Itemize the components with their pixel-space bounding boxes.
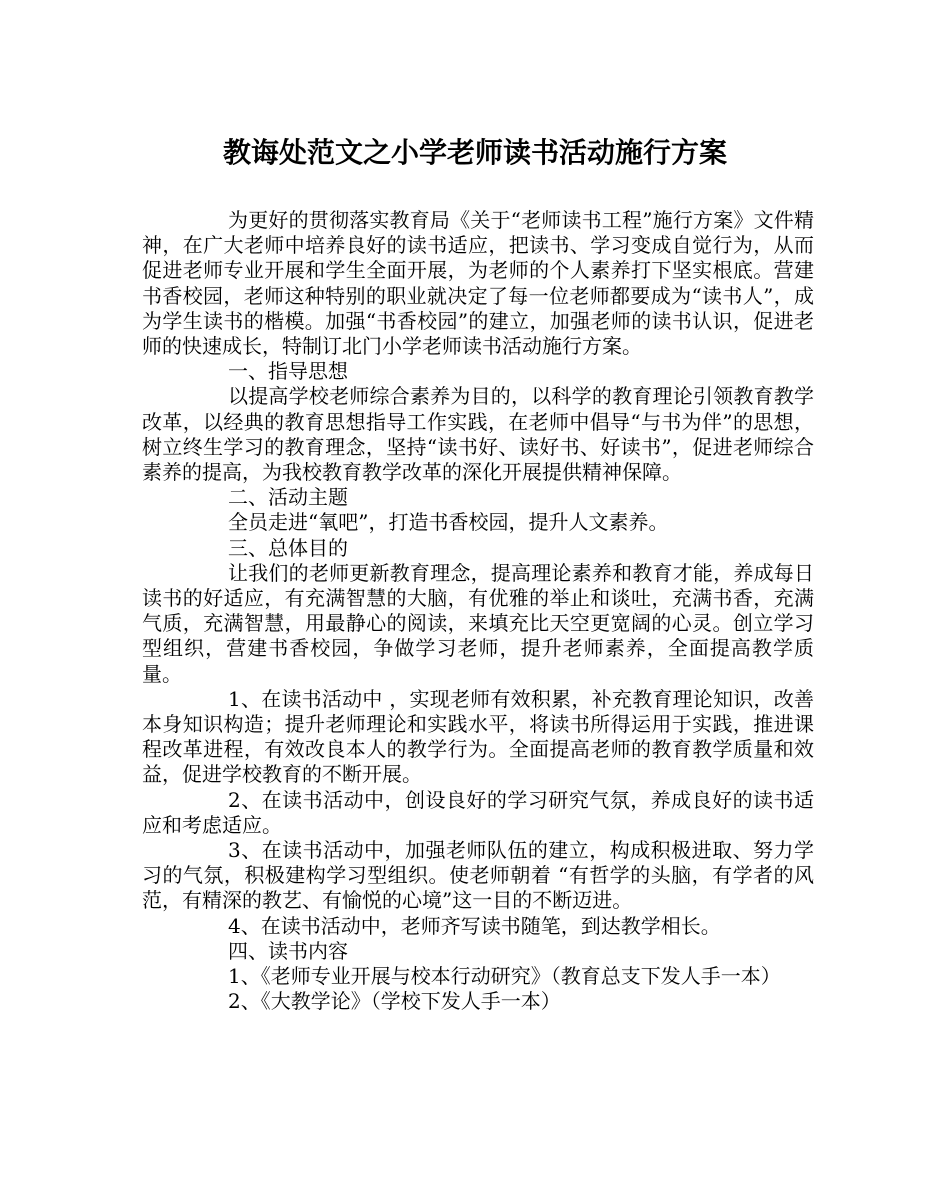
- goal-item-4: 4、在读书活动中，老师齐写读书随笔，到达教学相长。: [228, 913, 721, 938]
- reading-item-2: 2、《大教学论》（学校下发人手一本）: [228, 989, 561, 1014]
- document-title: 教诲处范文之小学老师读书活动施行方案: [222, 136, 727, 169]
- section-heading-activity-theme: 二、活动主题: [228, 485, 348, 510]
- activity-theme-paragraph: 全员走进“氧吧”，打造书香校园，提升人文素养。: [228, 510, 669, 535]
- goal-item-3: 3、在读书活动中，加强老师队伍的建立，构成积极进取、努力学习的气氛，积极建构学习型组织。使老师朝着 “有哲学的头脑，有学者的风范，有精深的教艺、有愉悦的心境”这一目的不断迈进。: [142, 838, 814, 913]
- section-heading-guiding-thought: 一、指导思想: [228, 359, 348, 384]
- intro-paragraph: 为更好的贯彻落实教育局《关于“老师读书工程”施行方案》文件精神，在广大老师中培养良好的读书适应，把读书、学习变成自觉行为，从而促进老师专业开展和学生全面开展，为老师的个人素养打下坚实根底。营建书香校园，老师这种特别的职业就决定了每一位老师都要成为“读书人”，成为学生读书的楷模。加强“书香校园”的建立，加强老师的读书认识，促进老师的快速成长，特制订北门小学老师读书活动施行方案。: [142, 208, 814, 359]
- goal-item-1: 1、在读书活动中 ，实现老师有效积累，补充教育理论知识，改善本身知识构造；提升老师理论和实践水平，将读书所得运用于实践，推进课程改革进程，有效改良本人的教学行为。全面提高老师的教育教学质量和效益，促进学校教育的不断开展。: [142, 686, 814, 787]
- document-body: [142, 208, 814, 1015]
- overall-goal-paragraph: 让我们的老师更新教育理念，提高理论素养和教育才能，养成每日读书的好适应，有充满智慧的大脑，有优雅的举止和谈吐，充满书香，充满气质，充满智慧，用最静心的阅读，来填充比天空更宽阔的心灵。创立学习型组织，营建书香校园，争做学习老师，提升老师素养，全面提高教学质量。: [142, 560, 814, 686]
- goal-item-2: 2、在读书活动中，创设良好的学习研究气氛，养成良好的读书适应和考虑适应。: [142, 787, 814, 837]
- section-heading-reading-content: 四、读书内容: [228, 938, 348, 963]
- guiding-thought-paragraph: 以提高学校老师综合素养为目的，以科学的教育理论引领教育教学改革，以经典的教育思想指导工作实践，在老师中倡导“与书为伴”的思想，树立终生学习的教育理念，坚持“读书好、读好书、好读书”，促进老师综合素养的提高，为我校教育教学改革的深化开展提供精神保障。: [142, 384, 814, 485]
- reading-item-1: 1、《老师专业开展与校本行动研究》（教育总支下发人手一本）: [228, 964, 781, 989]
- section-heading-overall-goal: 三、总体目的: [228, 535, 348, 560]
